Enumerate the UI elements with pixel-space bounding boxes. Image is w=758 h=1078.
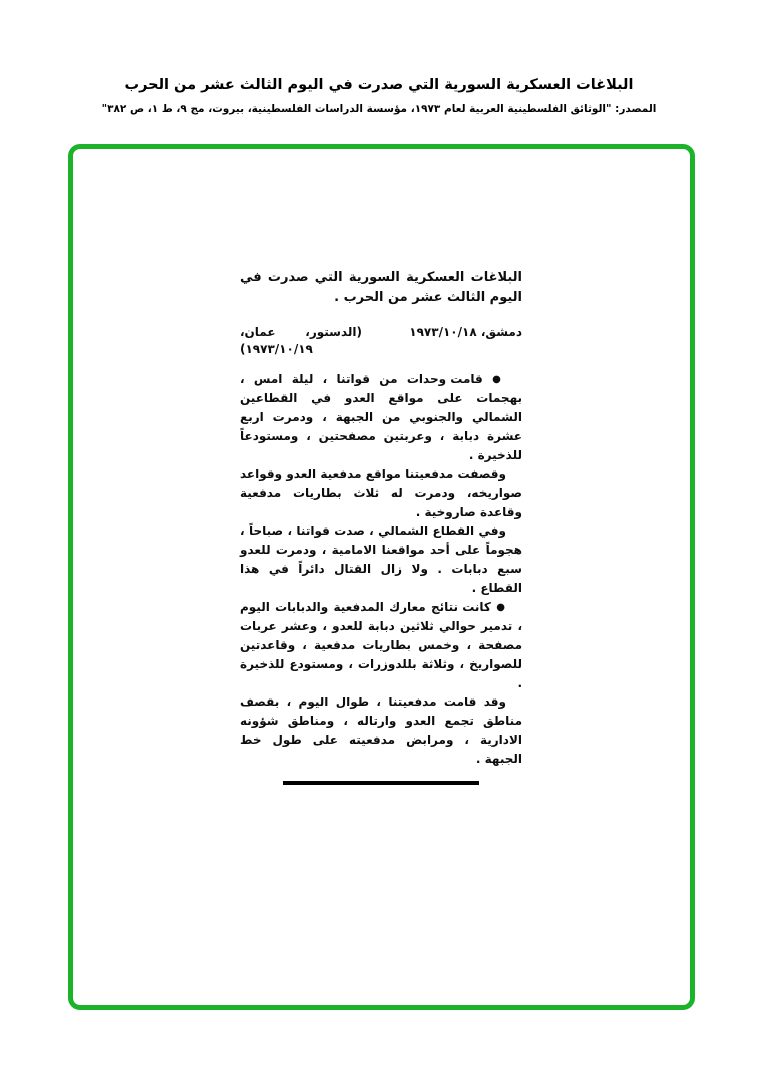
paragraph-text: وقصفت مدفعيتنا مواقع مدفعية العدو وقواعد صواريخه، ودمرت له ثلاث بطاريات مدفعية وقاعدة صاروخية .: [240, 467, 522, 519]
bullet-icon: ●: [492, 374, 506, 385]
document-body: [240, 370, 522, 769]
paragraph-text: قامت وحدات من قواتنا ، ليلة امس ، بهجمات على مواقع العدو في القطاعين الشمالي والجنوبي من الجبهة ، ودمرت اربع عشرة دبابة ، وعربتين مصفحتين ، ومستودعاً للذخيرة .: [240, 372, 522, 462]
dateline-citation: (الدستور، عمان، ١٩٧٣/١٠/١٩): [240, 325, 362, 356]
paragraph-text: كانت نتائج معارك المدفعية والدبابات اليوم ، تدمير حوالي ثلاثين دبابة للعدو ، وعشر عربات مصفحة ، وخمس بطاريات مدفعية ، وقاعدتين للصواريخ ، وثلاثة بللدوزرات ، ومستودع للذخيرة .: [240, 600, 522, 690]
dateline: [240, 324, 522, 358]
paragraph-text: وقد قامت مدفعيتنا ، طوال اليوم ، بقصف مناطق تجمع العدو وارتاله ، ومناطق شؤونه الادارية ، ومرابض مدفعيته على طول خط الجبهة .: [240, 695, 522, 766]
paragraph: [240, 693, 522, 769]
paragraph: [240, 370, 522, 465]
source-citation: المصدر: "الوثائق الفلسطينية العربية لعام ١٩٧٣، مؤسسة الدراسات الفلسطينية، بيروت، مج ٩، ط ١، ص ٣٨٢": [101, 103, 657, 115]
paragraph: [240, 522, 522, 598]
paragraph: [240, 465, 522, 522]
bullet-icon: ●: [496, 602, 506, 613]
paragraph-text: وفي القطاع الشمالي ، صدت قواتنا ، صباحاً ، هجوماً على أحد مواقعنا الامامية ، ودمرت للعدو سبع دبابات . ولا زال القتال دائراً في هذا القطاع .: [240, 524, 522, 595]
document-title: البلاغات العسكرية السورية التي صدرت في اليوم الثالث عشر من الحرب .: [240, 270, 522, 305]
document-scan: [240, 268, 522, 785]
dateline-place-date: دمشق، ١٩٧٣/١٠/١٨: [409, 325, 522, 339]
document-rule: [283, 781, 479, 785]
page-title: البلاغات العسكرية السورية التي صدرت في اليوم الثالث عشر من الحرب: [124, 77, 634, 93]
paragraph: [240, 598, 522, 693]
